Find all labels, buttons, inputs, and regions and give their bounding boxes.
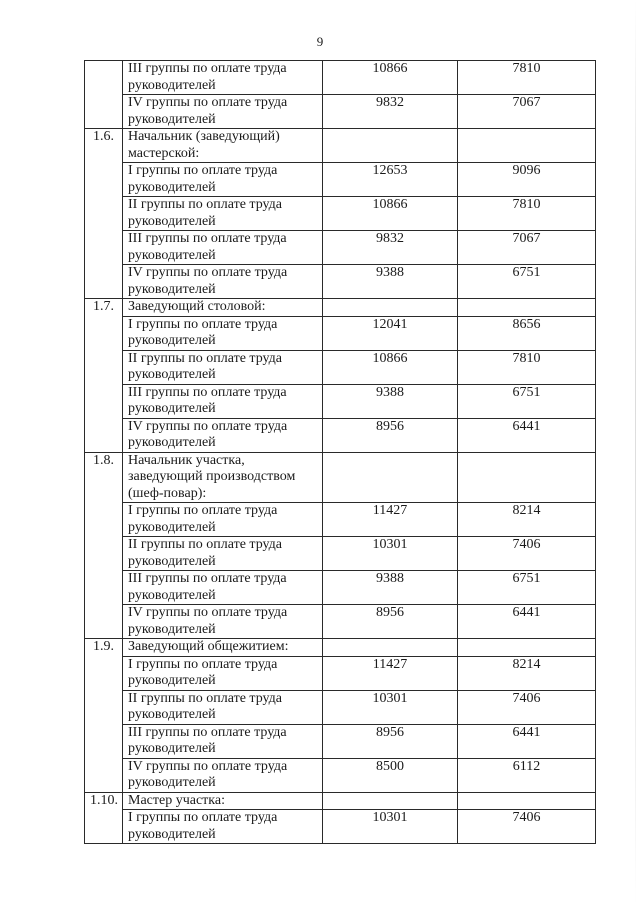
- value-cell-empty: [323, 792, 458, 810]
- value-cell-empty: [458, 639, 596, 657]
- section-number: 1.10.: [85, 792, 123, 810]
- section-title-row: [85, 792, 596, 810]
- table-row: [85, 316, 596, 350]
- section-number: 1.6.: [85, 129, 123, 163]
- section-number: [85, 537, 123, 571]
- row-label: III группы по оплате труда руководителей: [123, 724, 323, 758]
- section-number: [85, 265, 123, 299]
- value-column-1: 9388: [323, 571, 458, 605]
- row-label: I группы по оплате труда руководителей: [123, 503, 323, 537]
- value-column-1: 9832: [323, 95, 458, 129]
- row-label: IV группы по оплате труда руководителей: [123, 605, 323, 639]
- row-label: II группы по оплате труда руководителей: [123, 537, 323, 571]
- value-column-2: 7406: [458, 690, 596, 724]
- section-number: [85, 810, 123, 844]
- value-column-1: 10866: [323, 61, 458, 95]
- value-column-1: 9388: [323, 265, 458, 299]
- table-row: [85, 758, 596, 792]
- row-label: IV группы по оплате труда руководителей: [123, 95, 323, 129]
- value-column-2: 6441: [458, 605, 596, 639]
- section-number: [85, 231, 123, 265]
- value-column-2: 7067: [458, 95, 596, 129]
- table-row: [85, 163, 596, 197]
- value-column-1: 10301: [323, 690, 458, 724]
- table-row: [85, 810, 596, 844]
- value-column-2: 7810: [458, 350, 596, 384]
- value-column-1: 11427: [323, 503, 458, 537]
- row-label: II группы по оплате труда руководителей: [123, 197, 323, 231]
- value-column-1: 11427: [323, 656, 458, 690]
- row-label: I группы по оплате труда руководителей: [123, 810, 323, 844]
- value-column-1: 10866: [323, 350, 458, 384]
- table-row: [85, 265, 596, 299]
- row-label: IV группы по оплате труда руководителей: [123, 758, 323, 792]
- section-title: Заведующий столовой:: [123, 299, 323, 317]
- value-column-1: 12041: [323, 316, 458, 350]
- value-column-2: 9096: [458, 163, 596, 197]
- section-number: [85, 605, 123, 639]
- table-row: [85, 384, 596, 418]
- section-title-row: [85, 129, 596, 163]
- section-number: [85, 384, 123, 418]
- value-column-1: 9388: [323, 384, 458, 418]
- value-column-2: 6112: [458, 758, 596, 792]
- table-row: [85, 95, 596, 129]
- value-column-1: 8500: [323, 758, 458, 792]
- value-column-1: 8956: [323, 605, 458, 639]
- section-number: 1.9.: [85, 639, 123, 657]
- row-label: III группы по оплате труда руководителей: [123, 231, 323, 265]
- salary-table: [84, 60, 596, 844]
- row-label: IV группы по оплате труда руководителей: [123, 418, 323, 452]
- table-row: [85, 571, 596, 605]
- row-label: III группы по оплате труда руководителей: [123, 571, 323, 605]
- section-title: Начальник участка, заведующий производством (шеф-повар):: [123, 452, 323, 503]
- section-title: Начальник (заведующий) мастерской:: [123, 129, 323, 163]
- section-title: Заведующий общежитием:: [123, 639, 323, 657]
- row-label: I группы по оплате труда руководителей: [123, 163, 323, 197]
- value-cell-empty: [323, 129, 458, 163]
- scan-edge-line: [635, 0, 636, 905]
- value-column-1: 10301: [323, 537, 458, 571]
- section-title-row: [85, 639, 596, 657]
- table-row: [85, 503, 596, 537]
- row-label: III группы по оплате труда руководителей: [123, 384, 323, 418]
- table-row: [85, 418, 596, 452]
- value-column-1: 12653: [323, 163, 458, 197]
- section-number: [85, 690, 123, 724]
- section-number: [85, 61, 123, 95]
- table-row: [85, 537, 596, 571]
- section-number: 1.8.: [85, 452, 123, 503]
- section-number: [85, 758, 123, 792]
- salary-table-body: [85, 61, 596, 844]
- row-label: IV группы по оплате труда руководителей: [123, 265, 323, 299]
- value-cell-empty: [323, 639, 458, 657]
- section-number: [85, 95, 123, 129]
- value-column-1: 10301: [323, 810, 458, 844]
- value-cell-empty: [323, 452, 458, 503]
- page-number: 9: [316, 34, 324, 49]
- value-column-2: 8214: [458, 503, 596, 537]
- value-column-2: 8656: [458, 316, 596, 350]
- section-title-row: [85, 452, 596, 503]
- value-column-2: 8214: [458, 656, 596, 690]
- row-label: III группы по оплате труда руководителей: [123, 61, 323, 95]
- value-column-1: 9832: [323, 231, 458, 265]
- value-column-2: 7406: [458, 810, 596, 844]
- value-cell-empty: [458, 299, 596, 317]
- table-row: [85, 197, 596, 231]
- section-number: 1.7.: [85, 299, 123, 317]
- value-column-2: 6751: [458, 384, 596, 418]
- value-column-2: 6441: [458, 724, 596, 758]
- table-row: [85, 605, 596, 639]
- section-number: [85, 724, 123, 758]
- value-column-2: 6751: [458, 571, 596, 605]
- value-column-1: 10866: [323, 197, 458, 231]
- value-column-2: 6441: [458, 418, 596, 452]
- section-title: Мастер участка:: [123, 792, 323, 810]
- value-column-2: 6751: [458, 265, 596, 299]
- section-number: [85, 350, 123, 384]
- table-row: [85, 231, 596, 265]
- row-label: I группы по оплате труда руководителей: [123, 656, 323, 690]
- section-number: [85, 418, 123, 452]
- section-number: [85, 316, 123, 350]
- value-cell-empty: [458, 129, 596, 163]
- section-number: [85, 571, 123, 605]
- value-column-1: 8956: [323, 724, 458, 758]
- section-number: [85, 656, 123, 690]
- table-row: [85, 61, 596, 95]
- value-column-2: 7810: [458, 61, 596, 95]
- row-label: II группы по оплате труда руководителей: [123, 690, 323, 724]
- row-label: II группы по оплате труда руководителей: [123, 350, 323, 384]
- table-row: [85, 350, 596, 384]
- value-column-2: 7810: [458, 197, 596, 231]
- table-row: [85, 656, 596, 690]
- row-label: I группы по оплате труда руководителей: [123, 316, 323, 350]
- value-column-1: 8956: [323, 418, 458, 452]
- value-column-2: 7067: [458, 231, 596, 265]
- section-number: [85, 197, 123, 231]
- table-row: [85, 690, 596, 724]
- value-cell-empty: [458, 792, 596, 810]
- value-cell-empty: [458, 452, 596, 503]
- section-title-row: [85, 299, 596, 317]
- table-row: [85, 724, 596, 758]
- value-cell-empty: [323, 299, 458, 317]
- value-column-2: 7406: [458, 537, 596, 571]
- section-number: [85, 503, 123, 537]
- section-number: [85, 163, 123, 197]
